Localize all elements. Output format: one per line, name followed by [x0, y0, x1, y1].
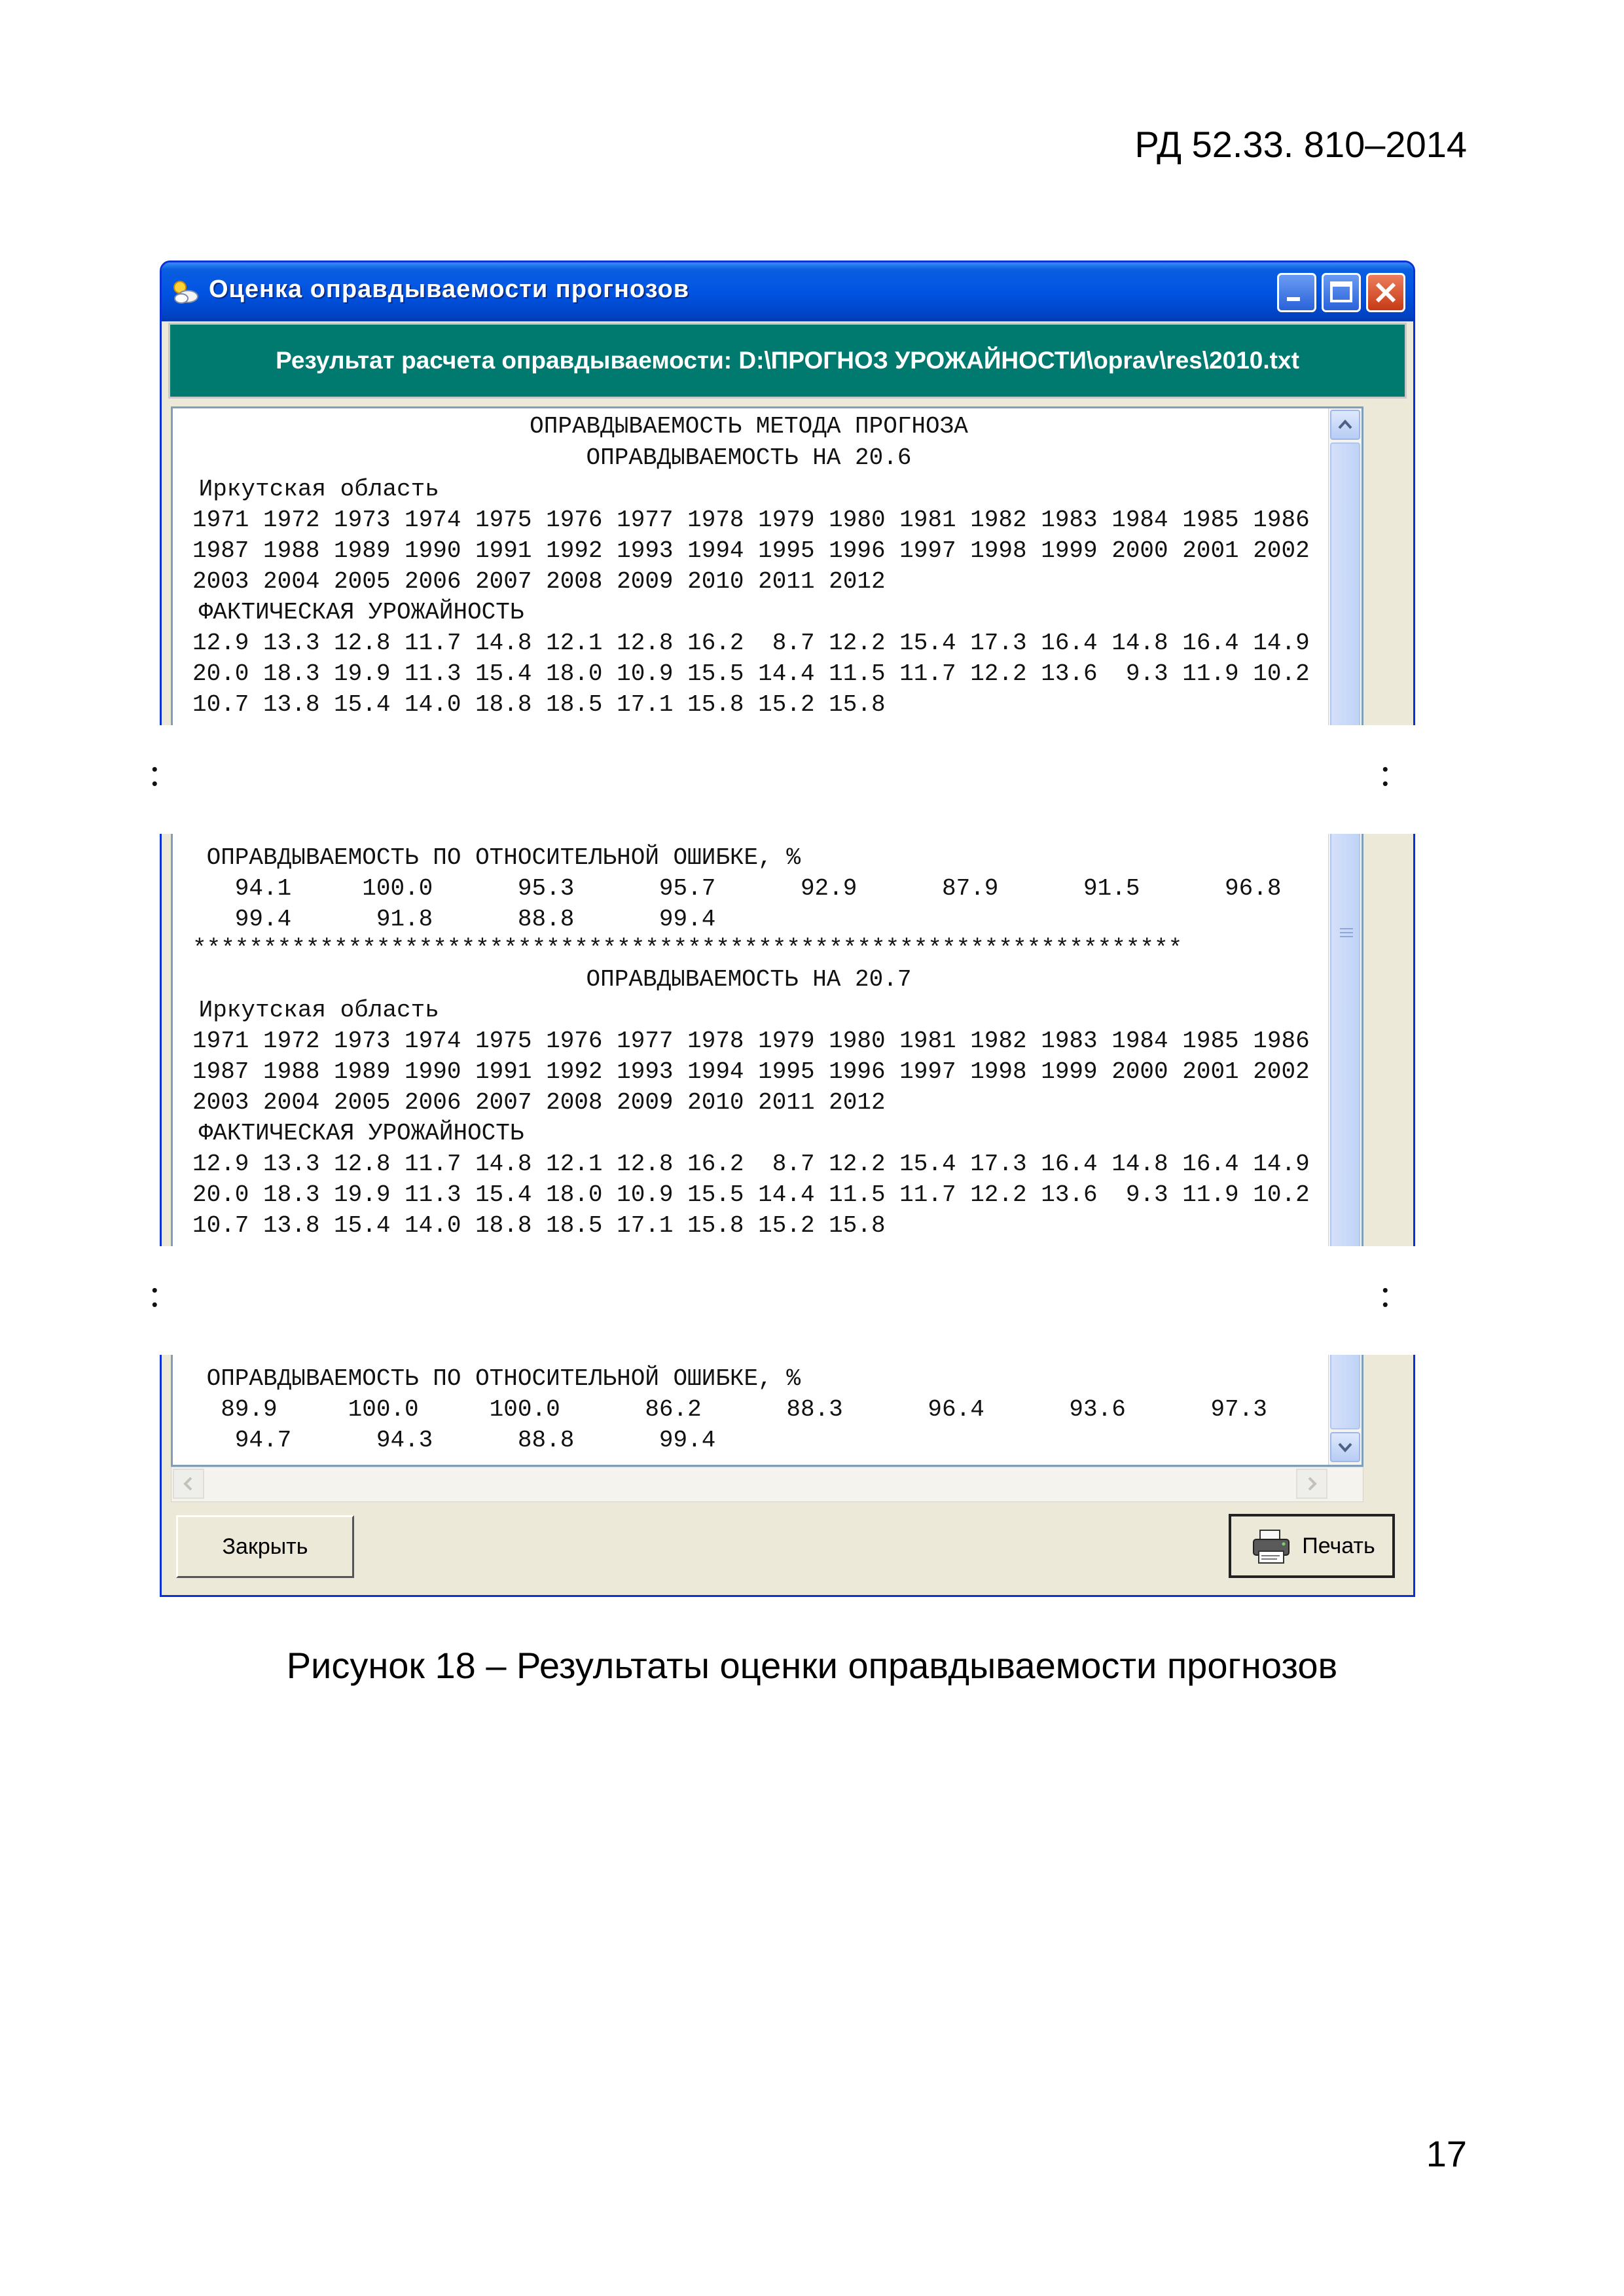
window-title: Оценка оправдываемости прогнозов — [209, 276, 690, 303]
years-row: 2003 2004 2005 2006 2007 2008 2009 2010 2011 2012 — [192, 568, 886, 595]
yield-row: 12.9 13.3 12.8 11.7 14.8 12.1 12.8 16.2 8.7 12.2 15.4 17.3 16.4 14.8 16.4 14.9 — [192, 630, 1310, 656]
error-title: ОПРАВДЫВАЕМОСТЬ ПО ОТНОСИТЕЛЬНОЙ ОШИБКЕ, % — [192, 1365, 801, 1392]
error-title: ОПРАВДЫВАЕМОСТЬ ПО ОТНОСИТЕЛЬНОЙ ОШИБКЕ, % — [192, 844, 801, 871]
years-row: 1987 1988 1989 1990 1991 1992 1993 1994 1995 1996 1997 1998 1999 2000 2001 2002 — [192, 537, 1310, 564]
yield-row: 12.9 13.3 12.8 11.7 14.8 12.1 12.8 16.2 8.7 12.2 15.4 17.3 16.4 14.8 16.4 14.9 — [192, 1151, 1310, 1177]
close-icon — [1368, 275, 1403, 310]
title-bar[interactable] — [162, 262, 1413, 321]
yield-row: 20.0 18.3 19.9 11.3 15.4 18.0 10.9 15.5 14.4 11.5 11.7 12.2 13.6 9.3 11.9 10.2 — [192, 660, 1310, 687]
minimize-button[interactable] — [1277, 273, 1316, 312]
app-window — [160, 260, 1415, 1597]
print-button[interactable] — [1229, 1514, 1395, 1578]
section-date-title: ОПРАВДЫВАЕМОСТЬ НА 20.7 — [586, 966, 912, 993]
yield-row: 10.7 13.8 15.4 14.0 18.8 18.5 17.1 15.8 15.2 15.8 — [192, 1212, 886, 1239]
section-date-title: ОПРАВДЫВАЕМОСТЬ НА 20.6 — [586, 444, 912, 471]
document-header: РД 52.33. 810–2014 — [1134, 124, 1467, 165]
close-button[interactable]: Закрыть — [176, 1515, 354, 1578]
yield-row: 10.7 13.8 15.4 14.0 18.8 18.5 17.1 15.8 15.2 15.8 — [192, 691, 886, 718]
figure-caption: Рисунок 18 – Результаты оценки оправдываемости прогнозов — [286, 1645, 1338, 1686]
printer-icon — [1248, 1526, 1297, 1566]
scroll-down-button[interactable] — [1330, 1432, 1360, 1462]
crop-gap — [0, 1246, 1624, 1355]
scroll-up-button[interactable] — [1330, 410, 1360, 440]
close-window-button[interactable] — [1366, 273, 1405, 312]
arrow-up-icon — [1331, 411, 1359, 439]
horizontal-scrollbar[interactable] — [171, 1467, 1363, 1502]
years-row: 1971 1972 1973 1974 1975 1976 1977 1978 1979 1980 1981 1982 1983 1984 1985 1986 — [192, 1028, 1310, 1054]
ellipsis-marker: : — [1380, 751, 1391, 794]
stars-line: ********************************************************************** — [192, 935, 1183, 962]
grip-icon — [1340, 928, 1353, 942]
scroll-left-button[interactable] — [173, 1469, 204, 1499]
maximize-icon — [1324, 275, 1359, 310]
error-row: 99.4 91.8 88.8 99.4 — [192, 906, 716, 933]
arrow-right-icon — [1297, 1470, 1326, 1498]
arrow-down-icon — [1331, 1433, 1359, 1461]
ellipsis-marker: : — [1380, 1272, 1391, 1315]
years-row: 1987 1988 1989 1990 1991 1992 1993 1994 1995 1996 1997 1998 1999 2000 2001 2002 — [192, 1058, 1310, 1085]
region-label: Иркутская область — [185, 476, 439, 503]
error-row: 94.7 94.3 88.8 99.4 — [192, 1427, 716, 1454]
ellipsis-marker: : — [149, 751, 160, 794]
yield-title: ФАКТИЧЕСКАЯ УРОЖАЙНОСТЬ — [185, 599, 524, 626]
result-path-header: Результат расчета оправдываемости: D:\ПРОГНОЗ УРОЖАЙНОСТИ\oprav\res\2010.txt — [168, 323, 1407, 399]
minimize-icon — [1279, 275, 1314, 310]
maximize-button[interactable] — [1322, 273, 1361, 312]
yield-row: 20.0 18.3 19.9 11.3 15.4 18.0 10.9 15.5 14.4 11.5 11.7 12.2 13.6 9.3 11.9 10.2 — [192, 1181, 1310, 1208]
page-number: 17 — [1426, 2133, 1467, 2174]
scroll-right-button[interactable] — [1296, 1469, 1327, 1499]
yield-title: ФАКТИЧЕСКАЯ УРОЖАЙНОСТЬ — [185, 1120, 524, 1147]
region-label: Иркутская область — [185, 997, 439, 1024]
crop-gap — [0, 725, 1624, 834]
weather-app-icon — [170, 277, 200, 307]
years-row: 2003 2004 2005 2006 2007 2008 2009 2010 2011 2012 — [192, 1089, 886, 1116]
ellipsis-marker: : — [149, 1272, 160, 1315]
print-button-label: Печать — [1302, 1533, 1375, 1558]
error-row: 94.1 100.0 95.3 95.7 92.9 87.9 91.5 96.8 — [192, 875, 1282, 902]
error-row: 89.9 100.0 100.0 86.2 88.3 96.4 93.6 97.3 — [192, 1396, 1267, 1423]
years-row: 1971 1972 1973 1974 1975 1976 1977 1978 1979 1980 1981 1982 1983 1984 1985 1986 — [192, 507, 1310, 533]
method-title: ОПРАВДЫВАЕМОСТЬ МЕТОДА ПРОГНОЗА — [530, 413, 968, 440]
arrow-left-icon — [174, 1470, 203, 1498]
